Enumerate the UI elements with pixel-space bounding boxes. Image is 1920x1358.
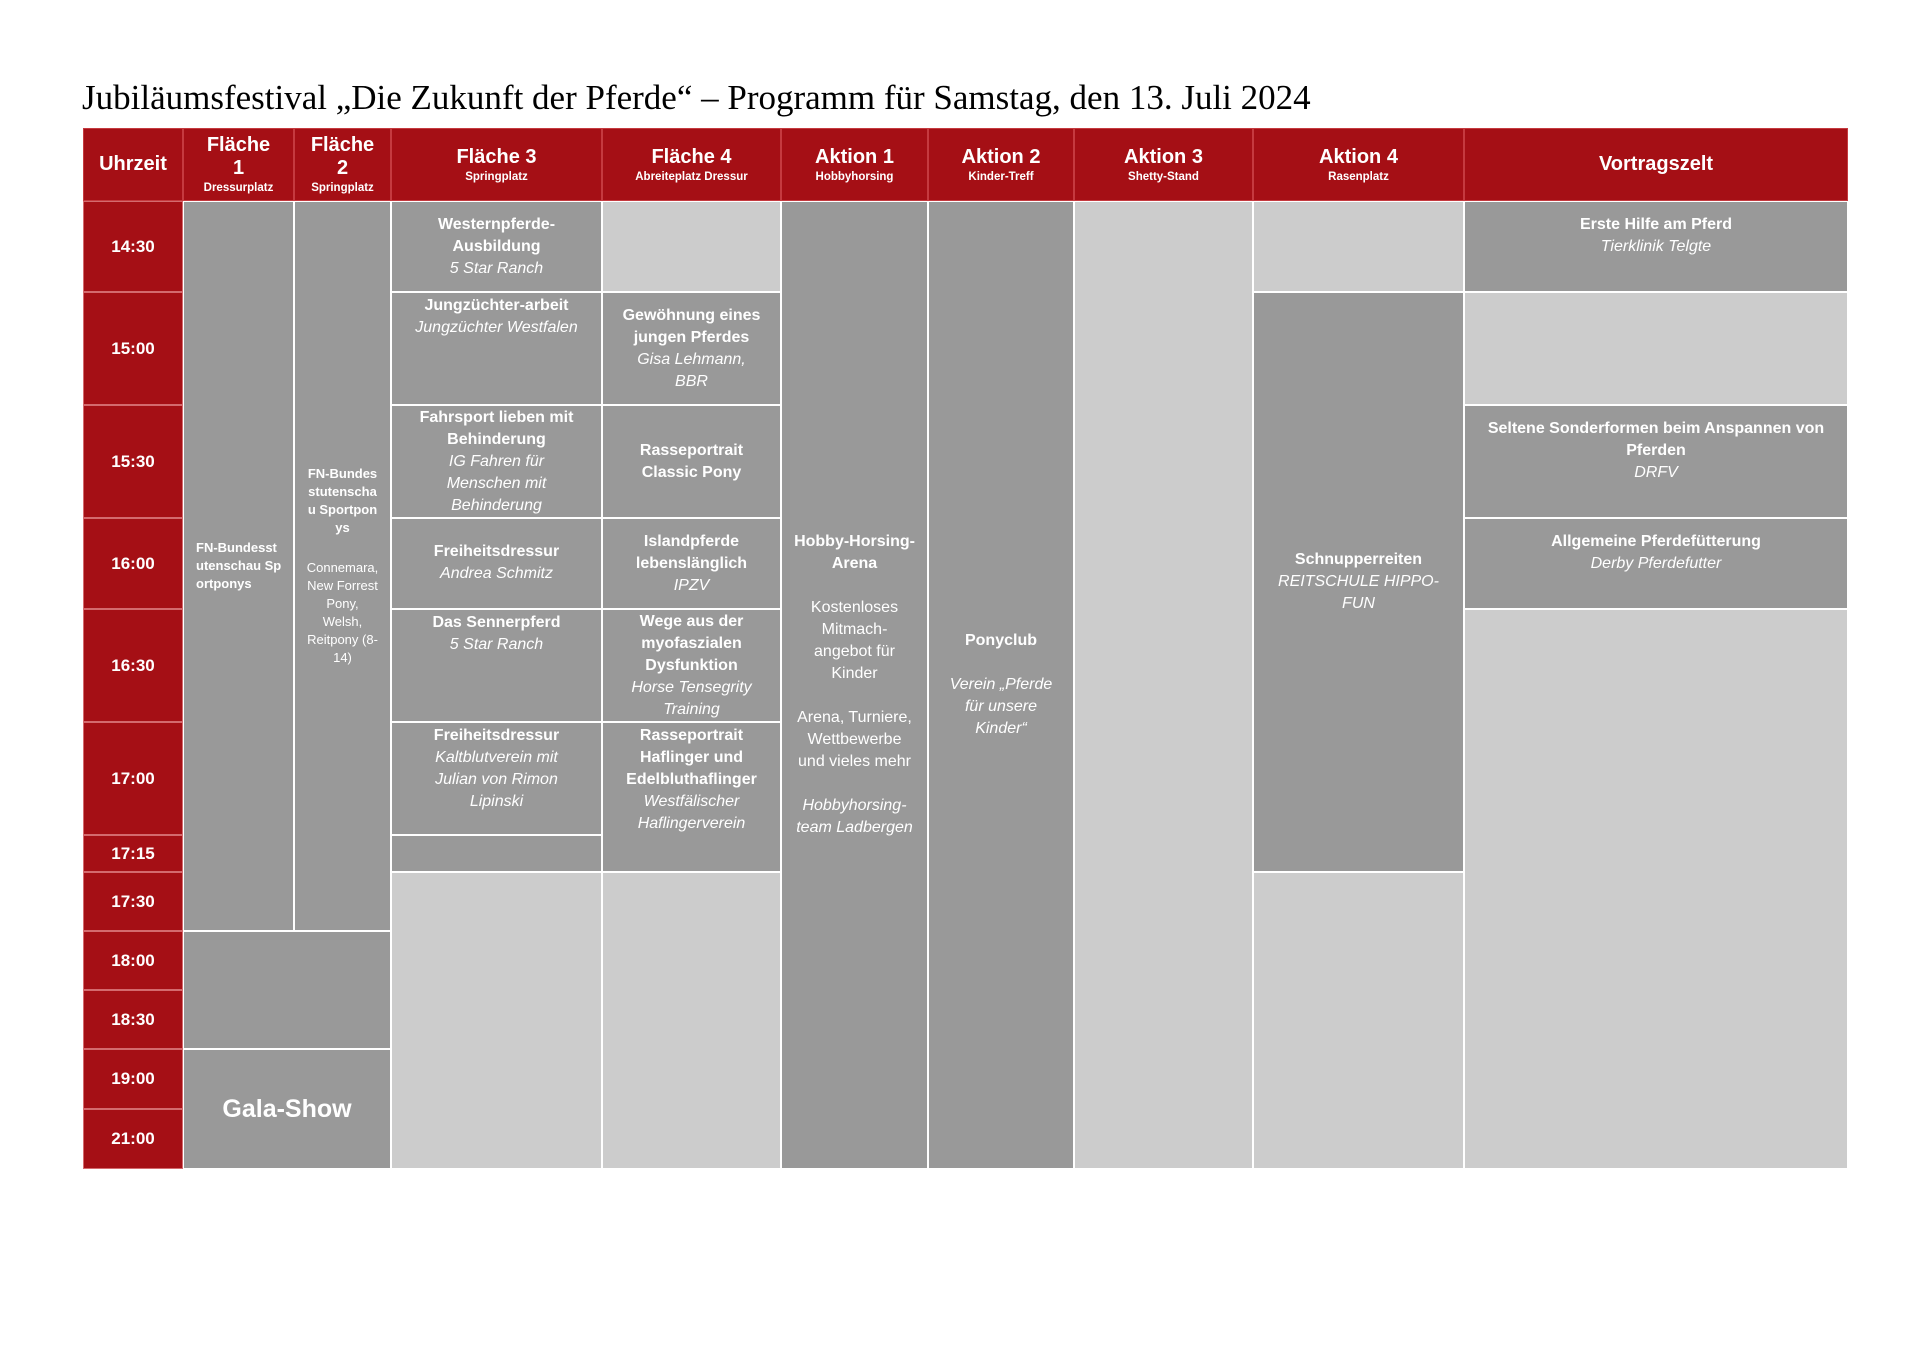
event-title: Freiheitsdressur: [433, 727, 560, 744]
event-vortrag: [1464, 518, 1848, 609]
header-aktion-3: [1074, 128, 1253, 201]
event-org: Gisa Lehmann, BBR: [637, 350, 746, 390]
event-f4: [602, 609, 781, 722]
event-org: IG Fahren für Menschen mit Behinderung: [446, 452, 547, 514]
event-title: FN-Bundesstutenschau Sportponys: [196, 540, 282, 591]
event-org: Westfälischer Haflingerverein: [637, 793, 746, 832]
event-org: DRFV: [1634, 464, 1678, 481]
event-title: Westernpferde-Ausbildung: [437, 215, 556, 255]
event-desc: Connemara, New Forrest Pony, Welsh, Reitpony (8-14): [306, 560, 379, 665]
event-f3: [391, 405, 602, 518]
header-aktion-1: [781, 128, 928, 201]
header-main: Fläche 1: [206, 134, 271, 179]
event-schnupperreiten: [1253, 292, 1464, 872]
time-slot: 17:00: [83, 722, 183, 835]
header-flaeche-2: [294, 128, 391, 201]
page-title: Jubiläumsfestival „Die Zukunft der Pferde“ – Programm für Samstag, den 13. Juli 2024: [82, 78, 1311, 117]
empty-aktion-3: [1074, 201, 1253, 1169]
event-desc: Kostenloses Mitmach-angebot für Kinder: [810, 599, 899, 682]
header-time: [83, 128, 183, 201]
event-title: Freiheitsdressur: [433, 543, 560, 560]
time-slot: 14:30: [83, 201, 183, 292]
event-f4: [602, 292, 781, 405]
header-time-label: Uhrzeit: [99, 153, 167, 175]
event-f3: [391, 518, 602, 609]
header-flaeche-1: [183, 128, 294, 201]
event-f3: [391, 609, 602, 722]
event-title: Rasseportrait Classic Pony: [639, 441, 744, 481]
event-title: Rasseportrait Haflinger und Edelbluthaflinger: [626, 727, 757, 788]
header-main: Aktion 1: [815, 145, 894, 168]
header-sub: Kinder-Treff: [968, 170, 1034, 183]
header-sub: Shetty-Stand: [1128, 170, 1199, 183]
event-org: Andrea Schmitz: [440, 565, 553, 582]
event-title: Wege aus der myofaszialen Dysfunktion: [639, 612, 744, 674]
schedule-grid: [83, 128, 1848, 1169]
time-slot: 18:00: [83, 931, 183, 990]
event-vortrag: [1464, 405, 1848, 518]
event-title: Seltene Sonderformen beim Anspannen von Pferden: [1487, 420, 1825, 459]
event-org: Jungzüchter Westfalen: [415, 319, 578, 336]
header-sub: Springplatz: [311, 182, 374, 194]
header-main: Fläche 3: [456, 145, 537, 168]
empty-vortrag: [1464, 609, 1848, 1169]
header-sub: Abreiteplatz Dressur: [635, 170, 748, 183]
header-main: Vortragszelt: [1598, 153, 1714, 175]
empty-aktion-4: [1253, 201, 1464, 292]
time-slot: 17:30: [83, 872, 183, 931]
header-main: Aktion 3: [1124, 145, 1203, 168]
event-f3: [391, 201, 602, 292]
event-f2-stutenschau: [294, 201, 391, 931]
event-org: Verein „Pferde für unsere Kinder“: [949, 676, 1053, 737]
event-org: Hobbyhorsing-team Ladbergen: [796, 797, 913, 836]
event-f4: [602, 722, 781, 872]
header-sub: Rasenplatz: [1328, 170, 1389, 183]
time-slot: 19:00: [83, 1049, 183, 1109]
time-slot: 16:30: [83, 609, 183, 722]
event-org: IPZV: [673, 576, 710, 594]
header-sub: Dressurplatz: [203, 182, 274, 194]
header-sub: Springplatz: [465, 170, 528, 183]
event-org: Derby Pferdefutter: [1590, 555, 1722, 572]
header-main: Fläche 4: [651, 145, 732, 168]
time-slot: 21:00: [83, 1109, 183, 1169]
event-title: Islandpferde lebenslänglich: [635, 532, 748, 572]
event-title: Fahrsport lieben mit Behinderung: [419, 408, 574, 448]
header-main: Aktion 4: [1319, 145, 1398, 168]
event-title: Ponyclub: [964, 632, 1037, 649]
event-title: Allgemeine Pferdefütterung: [1551, 533, 1761, 550]
event-title: Das Sennerpferd: [432, 614, 561, 631]
event-org: Kaltblutverein mit Julian von Rimon Lipinski: [435, 749, 558, 810]
time-slot: 15:30: [83, 405, 183, 518]
event-title: Gewöhnung eines jungen Pferdes: [622, 306, 761, 346]
event-title: FN-Bundesstutenschau Sportponys: [307, 466, 378, 535]
empty-aktion-4: [1253, 872, 1464, 1169]
event-title: Erste Hilfe am Pferd: [1579, 216, 1733, 233]
event-org: REITSCHULE HIPPO-FUN: [1278, 573, 1439, 612]
event-gala-show: Gala-Show: [183, 1049, 391, 1169]
header-main: Aktion 2: [961, 145, 1041, 168]
event-f12-blank: [183, 931, 391, 1049]
time-slot: 15:00: [83, 292, 183, 405]
header-main: Fläche 2: [310, 134, 375, 179]
event-f3: [391, 292, 602, 405]
header-sub: Hobbyhorsing: [815, 170, 894, 183]
event-org: 5 Star Ranch: [449, 636, 544, 653]
header-flaeche-4: [602, 128, 781, 201]
time-slot: 17:15: [83, 835, 183, 872]
event-f3: [391, 722, 602, 835]
event-f4: [602, 518, 781, 609]
event-title: Jungzüchter-arbeit: [424, 297, 569, 314]
time-slot: 18:30: [83, 990, 183, 1049]
event-vortrag: [1464, 201, 1848, 292]
event-org: Horse Tensegrity Training: [631, 678, 752, 718]
event-f4: [602, 405, 781, 518]
empty-vortrag: [1464, 292, 1848, 405]
empty-f4: [602, 201, 781, 292]
event-f3-blank: [391, 835, 602, 872]
event-ponyclub: [928, 201, 1074, 1169]
event-hobbyhorsing: [781, 201, 928, 1169]
empty-f4: [602, 872, 781, 1169]
header-aktion-2: [928, 128, 1074, 201]
event-title: Schnupperreiten: [1294, 551, 1423, 568]
header-vortragszelt: [1464, 128, 1848, 201]
empty-f3: [391, 872, 602, 1169]
event-f1-stutenschau: [183, 201, 294, 931]
event-title: Hobby-Horsing-Arena: [794, 533, 915, 572]
header-flaeche-3: [391, 128, 602, 201]
event-org: Tierklinik Telgte: [1600, 238, 1712, 255]
time-slot: 16:00: [83, 518, 183, 609]
header-aktion-4: [1253, 128, 1464, 201]
event-org: 5 Star Ranch: [449, 259, 544, 277]
event-desc: Arena, Turniere, Wettbewerbe und vieles mehr: [797, 709, 912, 770]
